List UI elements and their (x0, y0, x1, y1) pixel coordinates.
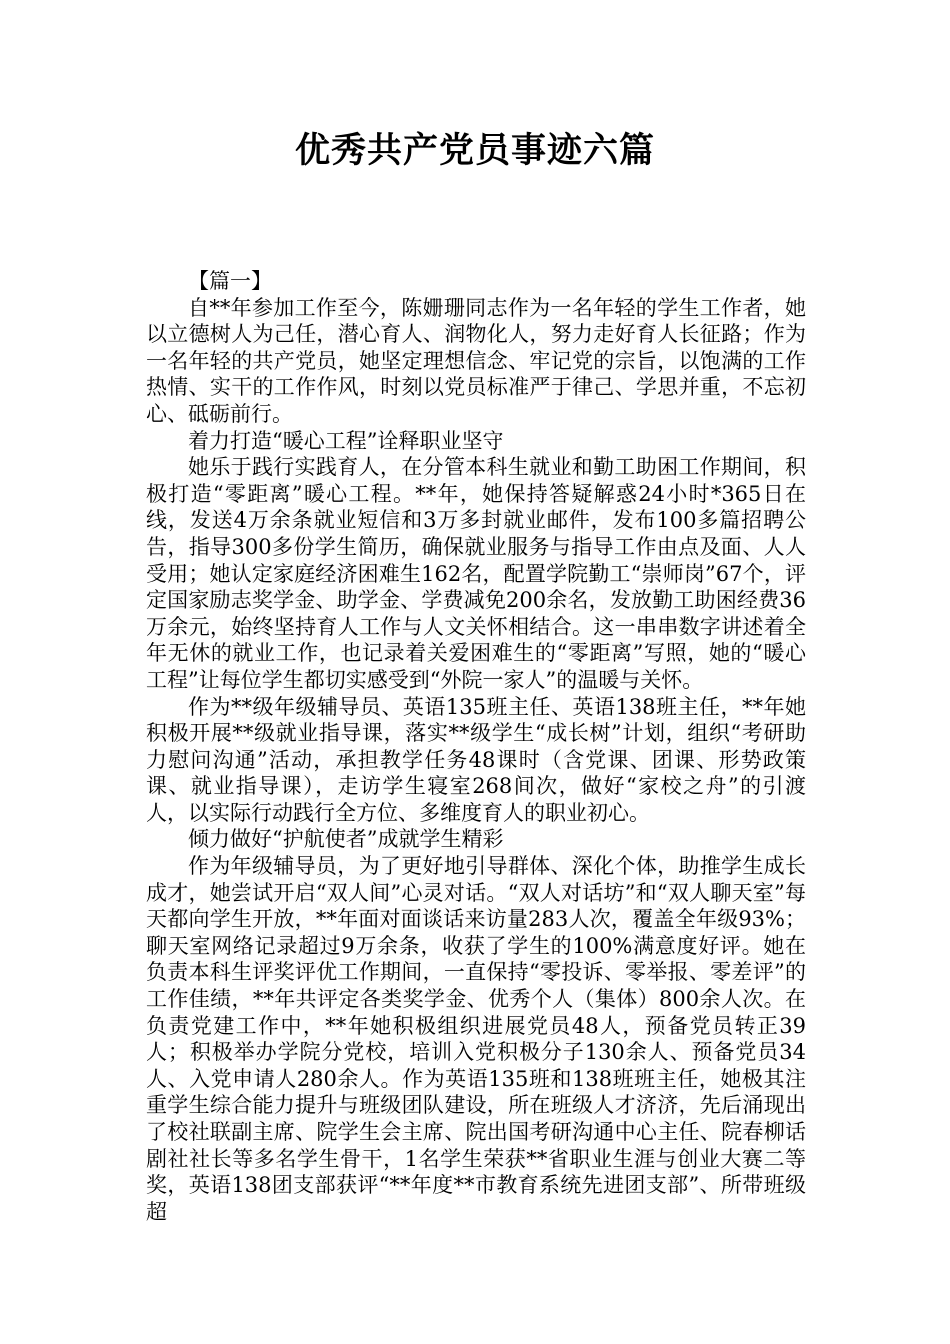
subheading-escort-messenger: 倾力做好“护航使者”成就学生精彩 (188, 827, 504, 852)
paragraph-intro: 自**年参加工作至今，陈姗珊同志作为一名年轻的学生工作者，她以立德树人为己任，潜心育人、润物化人，努力走好育人长征路；作为一名年轻的共产党员，她坚定理想信念、牢记党的宗旨，以饱满的工作热情、实干的工作作风，时刻以党员标准严于律己、学思并重，不忘初心、砥砺前行。 (146, 295, 806, 426)
subheading-warm-heart-project: 着力打造“暖心工程”诠释职业坚守 (188, 428, 504, 453)
paragraph-employment-work: 她乐于践行实践育人，在分管本科生就业和勤工助困工作期间，积极打造“零距离”暖心工程。**年，她保持答疑解惑24小时*365日在线，发送4万余条就业短信和3万多封就业邮件，发布100多篇招聘公告，指导300多份学生简历，确保就业服务与指导工作由点及面、人人受用；她认定家庭经济困难生162名，配置学院勤工“崇师岗”67个，评定国家励志奖学金、助学金、学费减免200余名，发放勤工助困经费36万余元，始终坚持育人工作与人文关怀相结合。这一串串数字讲述着全年无休的就业工作，也记录着关爱困难生的“零距离”写照，她的“暖心工程”让每位学生都切实感受到“外院一家人”的温暖与关怀。 (146, 455, 806, 692)
section-label: 【篇一】 (188, 269, 272, 293)
document-body (146, 268, 806, 1225)
paragraph-student-dialogue: 作为年级辅导员，为了更好地引导群体、深化个体，助推学生成长成才，她尝试开启“双人间”心灵对话。“双人对话坊”和“双人聊天室”每天都向学生开放，**年面对面谈话来访量283人次，覆盖全年级93%；聊天室网络记录超过9万余条，收获了学生的100%满意度好评。她在负责本科生评奖评优工作期间，一直保持“零投诉、零举报、零差评”的工作佳绩，**年共评定各类奖学金、优秀个人（集体）800余人次。在负责党建工作中，**年她积极组织进展党员48人，预备党员转正39人；积极举办学院分党校，培训入党积极分子130余人、预备党员34人、入党申请人280余人。作为英语135班和138班班主任，她极其注重学生综合能力提升与班级团队建设，所在班级人才济济，先后涌现出了校社联副主席、院学生会主席、院出国考研沟通中心主任、院春柳话剧社社长等多名学生骨干，1名学生荣获**省职业生涯与创业大赛二等奖，英语138团支部获评“**年度**市教育系统先进团支部”、所带班级超 (146, 854, 806, 1224)
paragraph-counselor-role: 作为**级年级辅导员、英语135班主任、英语138班主任，**年她积极开展**级就业指导课，落实**级学生“成长树”计划，组织“考研助力慰问沟通”活动，承担教学任务48课时（含党课、团课、形势政策课、就业指导课），走访学生寝室268间次，做好“家校之舟”的引渡人，以实际行动践行全方位、多维度育人的职业初心。 (146, 694, 806, 825)
document-title: 优秀共产党员事迹六篇 (294, 131, 655, 171)
